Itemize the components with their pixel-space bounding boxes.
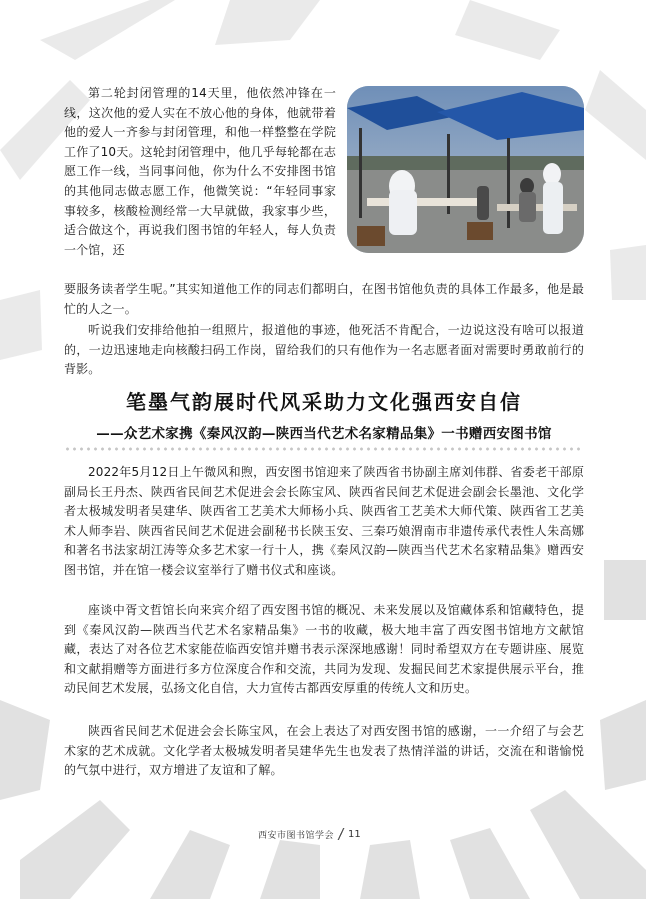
- dotted-divider: [64, 447, 584, 451]
- footer-org-name: 西安市图书馆学会: [258, 830, 335, 841]
- article2-paragraph-2: 座谈中胥文哲馆长向来宾介绍了西安图书馆的概况、未来发展以及馆藏体系和馆藏特色，提到《秦风汉韵—陕西当代艺术名家精品集》一书的收藏，极大地丰富了西安图书馆地方文献馆藏，表达了对各位艺术家能莅临西安馆并赠书表示深深地感谢！同时希望双方在专题讲座、展览和文献捐赠等方面进行多方位深度合作和交流，共同为发现、发掘民间艺术家提供展示平台，推动民间艺术发展，弘扬文化自信，大力宣传古都西安厚重的传统人文和历史。: [64, 603, 584, 696]
- volunteer-photo: [347, 86, 584, 253]
- footer-divider: [336, 828, 346, 840]
- page-number: 11: [348, 828, 361, 840]
- article1-paragraph-1-continued: 要服务读者学生呢。”其实知道他工作的同志们都明白，在图书馆他负责的具体工作最多，他是最忙的人之一。: [64, 282, 584, 316]
- article1-paragraph-2: 听说我们安排给他拍一组照片，报道他的事迹，他死活不肯配合，一边说这没有啥可以报道的，一边迅速地走向核酸扫码工作岗，留给我们的只有他作为一名志愿者面对需要时勇敢前行的背影。: [64, 323, 584, 377]
- article2-title: 笔墨气韵展时代风采助力文化强西安自信: [126, 390, 522, 414]
- article1-paragraph-1: 第二轮封闭管理的14天里，他依然冲锋在一线，这次他的爱人实在不放心他的身体，他就带着他的爱人一齐参与封闭管理，和他一样整整在学院工作了10天。这轮封闭管理中，他几乎每轮都在志愿工作一线，当同事问他，你为什么不安排图书馆的其他同志做志愿工作，他微笑说：“年轻同事家事较多，核酸检测经常一大早就做，我家事少些，适合做这个，再说我们图书馆的年轻人，每人负责一个馆，还: [64, 86, 336, 257]
- article2-paragraph-3: 陕西省民间艺术促进会会长陈宝风，在会上表达了对西安图书馆的感谢，一一介绍了与会艺术家的艺术成就。文化学者太极城发明者吴建华先生也发表了热情洋溢的讲话，交流在和谐愉悦的气氛中进行，双方增进了友谊和了解。: [64, 724, 584, 778]
- article2-subtitle: ——众艺术家携《秦风汉韵—陕西当代艺术名家精品集》一书赠西安图书馆: [96, 426, 552, 442]
- article2-paragraph-1: 2022年5月12日上午微风和煦，西安图书馆迎来了陕西省书协副主席刘伟群、省委老干部原副局长王丹杰、陕西省民间艺术促进会会长陈宝风、陕西省民间艺术促进会副会长墨池、文化学者太极城发明者吴建华、陕西省工艺美术大师杨小兵、陕西省工艺美术大师代策、陕西省工艺美术人师李岩、陕西省民间艺术促进会副秘书长陕玉安、三秦巧娘渭南市非遗传承代表性人朱高娜和著名书法家胡江涛等众多艺术家一行十人，携《秦风汉韵—陕西当代艺术名家精品集》赠西安图书馆，并在馆一楼会议室举行了赠书仪式和座谈。: [64, 465, 584, 577]
- page-footer: [258, 826, 361, 842]
